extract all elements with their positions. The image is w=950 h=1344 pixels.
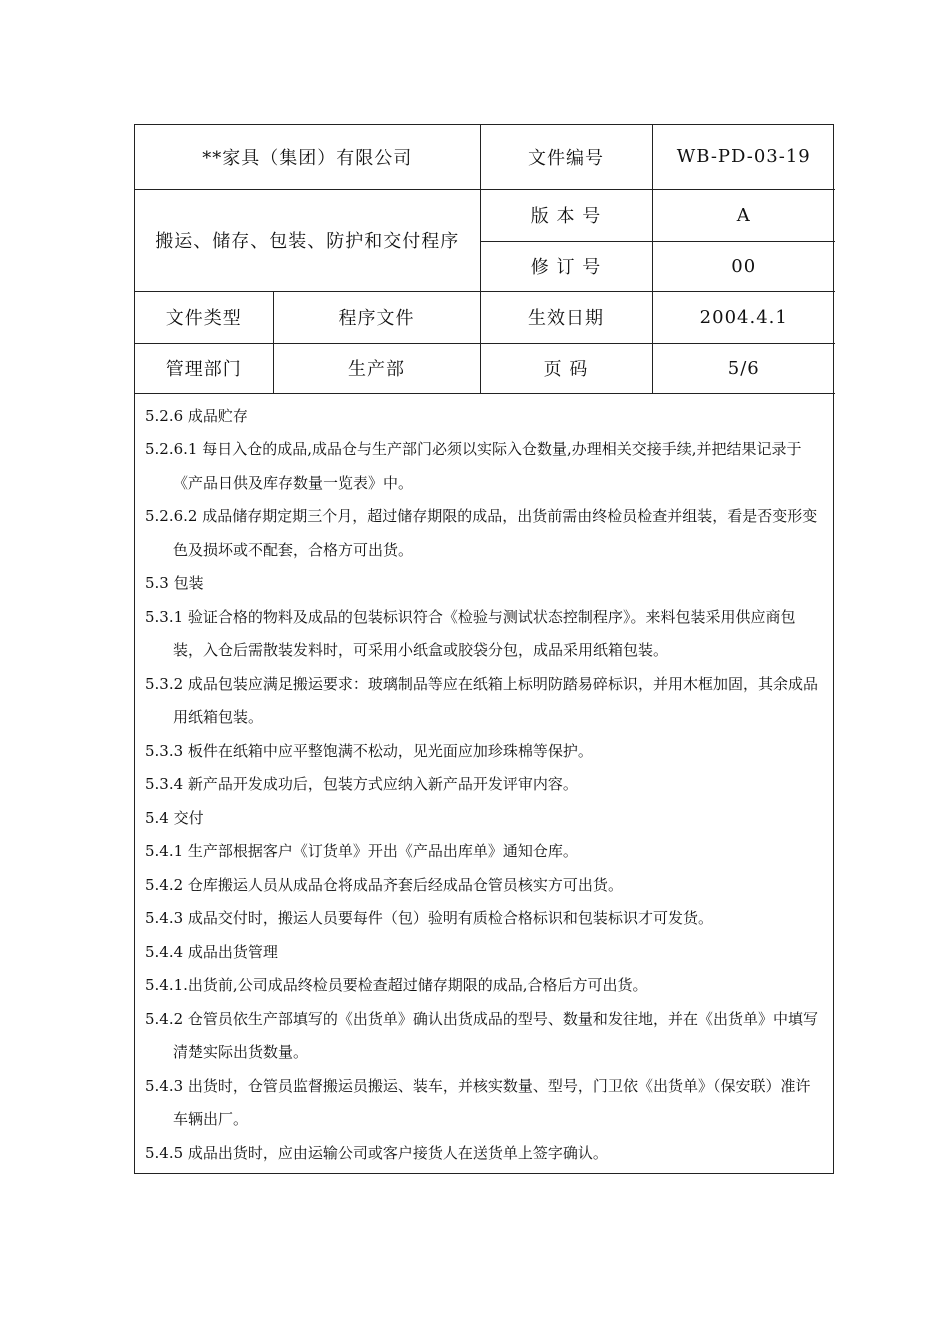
- version-value: A: [652, 189, 835, 241]
- revision-label: 修 订 号: [480, 241, 652, 291]
- body-paragraph: 5.2.6.2 成品储存期定期三个月，超过储存期限的成品，出货前需由终检员检查并组装，看是否变形变色及损坏或不配套，合格方可出货。: [145, 507, 818, 559]
- body-paragraph: 5.3.4 新产品开发成功后，包装方式应纳入新产品开发评审内容。: [145, 775, 578, 793]
- version-label: 版 本 号: [480, 189, 652, 241]
- doc-type-value: 程序文件: [273, 291, 480, 343]
- effective-date-value: 2004.4.1: [652, 291, 835, 343]
- body-paragraph: 5.4.1 生产部根据客户《订货单》开出《产品出库单》通知仓库。: [145, 842, 578, 860]
- managing-dept-label: 管理部门: [135, 343, 273, 393]
- document-header-table: [135, 125, 835, 394]
- section-heading: 5.4 交付: [145, 808, 204, 827]
- document-title: 搬运、储存、包装、防护和交付程序: [135, 189, 480, 291]
- section-heading: 5.4.4 成品出货管理: [145, 942, 278, 961]
- doc-number-value: WB-PD-03-19: [652, 125, 835, 189]
- body-paragraph: 5.2.6.1 每日入仓的成品,成品仓与生产部门必须以实际入仓数量,办理相关交接手续,并把结果记录于《产品日供及库存数量一览表》中。: [145, 440, 802, 492]
- body-paragraph: 5.4.3 成品交付时，搬运人员要每件（包）验明有质检合格标识和包装标识才可发货。: [145, 909, 713, 927]
- doc-number-label: 文件编号: [480, 125, 652, 189]
- company-name: **家具（集团）有限公司: [135, 125, 480, 189]
- body-paragraph: 5.4.2 仓库搬运人员从成品仓将成品齐套后经成品仓管员核实方可出货。: [145, 875, 623, 894]
- document-body: [135, 394, 833, 1171]
- body-paragraph: 5.4.2 仓管员依生产部填写的《出货单》确认出货成品的型号、数量和发往地，并在《出货单》中填写清楚实际出货数量。: [145, 1009, 818, 1061]
- body-paragraph: 5.3.1 验证合格的物料及成品的包装标识符合《检验与测试状态控制程序》。来料包装采用供应商包装，入仓后需散装发料时，可采用小纸盒或胶袋分包，成品采用纸箱包装。: [145, 607, 796, 659]
- section-heading: 5.2.6 成品贮存: [145, 406, 248, 425]
- document-frame: [134, 124, 834, 1174]
- effective-date-label: 生效日期: [480, 291, 652, 343]
- revision-value: 00: [652, 241, 835, 291]
- managing-dept-value: 生产部: [273, 343, 480, 393]
- doc-type-label: 文件类型: [135, 291, 273, 343]
- page-value: 5/6: [652, 343, 835, 393]
- page-label: 页 码: [480, 343, 652, 393]
- body-paragraph: 5.4.1.出货前,公司成品终检员要检查超过储存期限的成品,合格后方可出货。: [145, 976, 648, 994]
- body-paragraph: 5.3.3 板件在纸箱中应平整饱满不松动，见光面应加珍珠棉等保护。: [145, 741, 593, 760]
- body-paragraph: 5.3.2 成品包装应满足搬运要求：玻璃制品等应在纸箱上标明防踏易碎标识，并用木框加固，其余成品用纸箱包装。: [145, 674, 818, 726]
- body-paragraph: 5.4.5 成品出货时，应由运输公司或客户接货人在送货单上签字确认。: [145, 1143, 608, 1162]
- section-heading: 5.3 包装: [145, 574, 204, 592]
- body-paragraph: 5.4.3 出货时，仓管员监督搬运员搬运、装车，并核实数量、型号，门卫依《出货单》（保安联）准许车辆出厂。: [145, 1076, 811, 1128]
